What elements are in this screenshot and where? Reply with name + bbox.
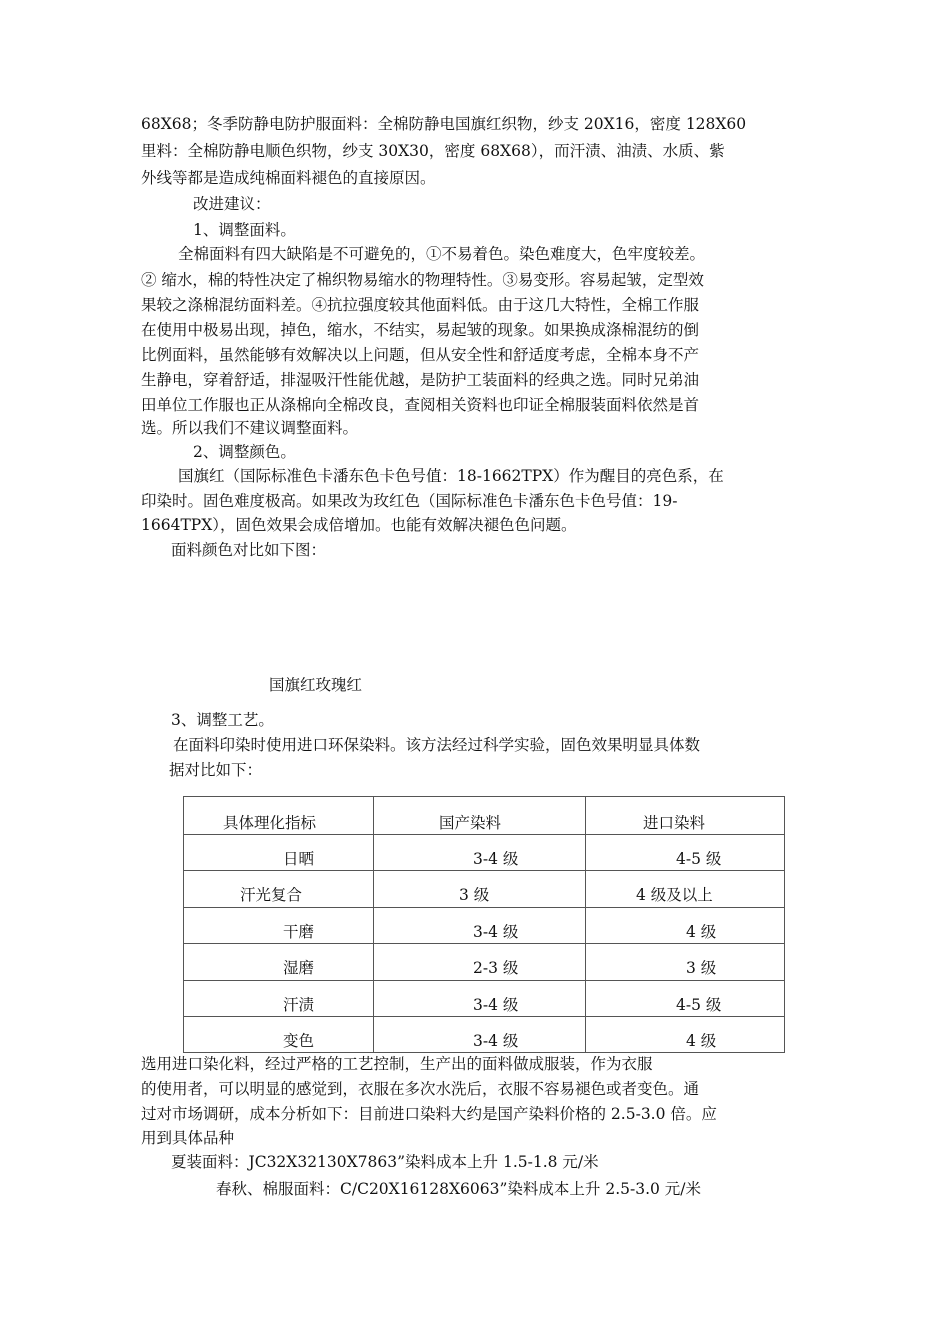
table-cell: 3-4 级 <box>473 850 519 868</box>
paragraph-line: 全棉面料有四大缺陷是不可避免的，①不易着色。染色难度大，色牢度较差。 <box>178 245 706 263</box>
table-cell: 4 级及以上 <box>636 886 713 904</box>
cost-autumn: 春秋、棉服面料：C/C20X16128X6063”染料成本上升 2.5-3.0 元/米 <box>216 1180 702 1198</box>
table-divider <box>373 797 374 1052</box>
dye-comparison-table <box>183 796 785 1053</box>
table-cell: 汗渍 <box>283 996 315 1014</box>
heading-fabric: 1、调整面料。 <box>193 221 296 239</box>
paragraph-line: 外线等都是造成纯棉面料褪色的直接原因。 <box>141 169 436 187</box>
paragraph-line: 据对比如下： <box>169 761 263 779</box>
table-cell: 湿磨 <box>283 959 315 977</box>
table-cell: 汗光复合 <box>240 886 303 904</box>
table-divider <box>184 870 784 871</box>
heading-process: 3、调整工艺。 <box>171 711 274 729</box>
table-divider <box>184 834 784 835</box>
table-cell: 干磨 <box>283 923 315 941</box>
cost-summer: 夏装面料：JC32X32130X7863”染料成本上升 1.5-1.8 元/米 <box>171 1153 599 1171</box>
paragraph-line: 选。所以我们不建议调整面料。 <box>141 419 359 437</box>
table-cell: 3 级 <box>459 886 490 904</box>
paragraph-line: 生静电，穿着舒适，排湿吸汗性能优越，是防护工装面料的经典之选。同时兄弟油 <box>141 371 700 389</box>
paragraph-line: 1664TPX），固色效果会成倍增加。也能有效解决褪色色问题。 <box>141 516 577 534</box>
table-cell: 变色 <box>283 1032 315 1050</box>
heading-improve: 改进建议： <box>193 195 271 213</box>
table-divider <box>184 943 784 944</box>
heading-color: 2、调整颜色。 <box>193 443 296 461</box>
table-divider <box>585 797 586 1052</box>
table-divider <box>184 907 784 908</box>
paragraph-line: 比例面料，虽然能够有效解决以上问题，但从安全性和舒适度考虑，全棉本身不产 <box>141 346 700 364</box>
table-divider <box>184 1016 784 1017</box>
paragraph-line: 印染时。固色难度极高。如果改为玫红色（国际标准色卡潘东色卡色号值：19- <box>141 492 678 510</box>
table-cell: 4 级 <box>686 1032 717 1050</box>
table-cell: 日晒 <box>283 850 315 868</box>
table-header-indicator: 具体理化指标 <box>223 814 317 832</box>
paragraph-line: 的使用者，可以明显的感觉到，衣服在多次水洗后，衣服不容易褪色或者变色。通 <box>141 1080 700 1098</box>
color-compare-intro: 面料颜色对比如下图： <box>171 541 327 559</box>
table-divider <box>184 980 784 981</box>
table-cell: 4 级 <box>686 923 717 941</box>
table-cell: 3-4 级 <box>473 1032 519 1050</box>
table-cell: 4-5 级 <box>676 996 722 1014</box>
table-cell: 4-5 级 <box>676 850 722 868</box>
color-caption: 国旗红玫瑰红 <box>269 676 363 694</box>
paragraph-line: ② 缩水，棉的特性决定了棉织物易缩水的物理特性。③易变形。容易起皱，定型效 <box>141 271 704 289</box>
paragraph-line: 田单位工作服也正从涤棉向全棉改良，查阅相关资料也印证全棉服装面料依然是首 <box>141 396 700 414</box>
paragraph-line: 选用进口染化料，经过严格的工艺控制，生产出的面料做成服装，作为衣服 <box>141 1055 653 1073</box>
paragraph-line: 在面料印染时使用进口环保染料。该方法经过科学实验，固色效果明显具体数 <box>173 736 701 754</box>
table-header-imported: 进口染料 <box>643 814 706 832</box>
paragraph-line: 用到具体品种 <box>141 1129 235 1147</box>
table-cell: 3 级 <box>686 959 717 977</box>
paragraph-line: 里料：全棉防静电顺色织物，纱支 30X30，密度 68X68），而汗渍、油渍、水质、紫 <box>141 142 725 160</box>
table-cell: 2-3 级 <box>473 959 519 977</box>
paragraph-line: 果较之涤棉混纺面料差。④抗拉强度较其他面料低。由于这几大特性，全棉工作服 <box>141 296 700 314</box>
paragraph-line: 68X68；冬季防静电防护服面料：全棉防静电国旗红织物，纱支 20X16，密度 128X60 <box>141 115 747 133</box>
paragraph-line: 在使用中极易出现，掉色，缩水，不结实，易起皱的现象。如果换成涤棉混纺的倒 <box>141 321 700 339</box>
table-header-domestic: 国产染料 <box>439 814 502 832</box>
paragraph-line: 国旗红（国际标准色卡潘东色卡色号值：18-1662TPX）作为醒目的亮色系，在 <box>178 467 724 485</box>
table-cell: 3-4 级 <box>473 996 519 1014</box>
table-cell: 3-4 级 <box>473 923 519 941</box>
paragraph-line: 过对市场调研，成本分析如下：目前进口染料大约是国产染料价格的 2.5-3.0 倍。应 <box>141 1105 717 1123</box>
